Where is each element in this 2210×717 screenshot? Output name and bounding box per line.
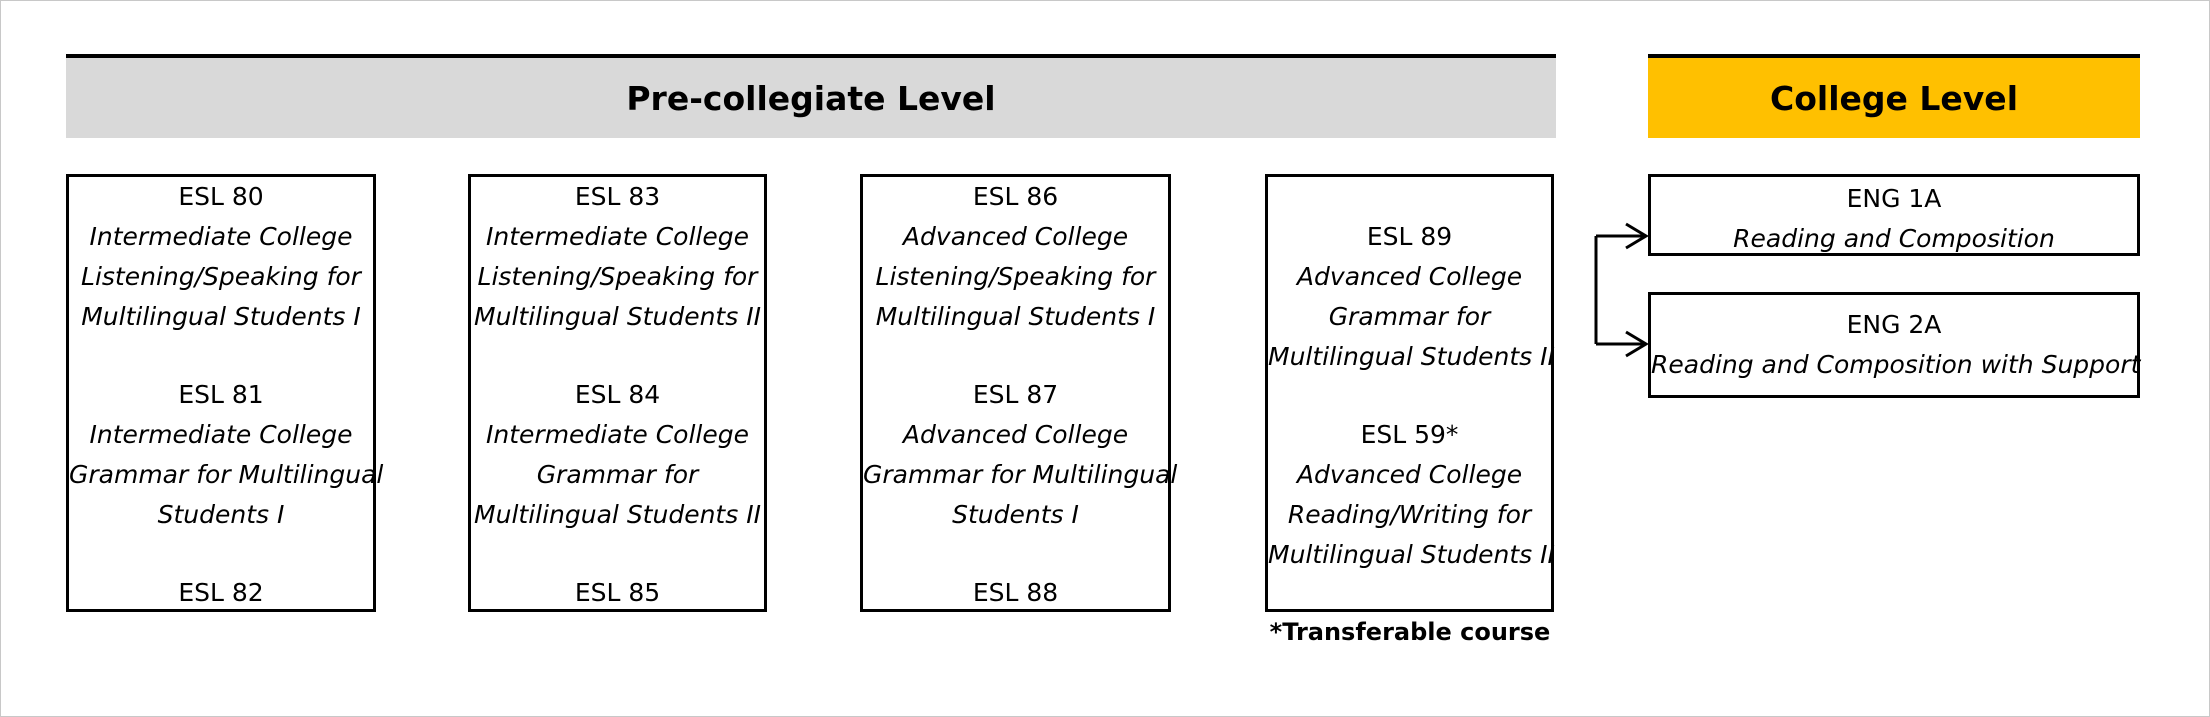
course-title-line: Advanced College [902,420,1129,449]
course-title-line: Multilingual Students II [1268,540,1555,569]
course-code: ESL 81 [178,380,264,409]
course-title-line: Students I [952,500,1079,529]
course-title-line: Grammar for Multilingual [69,460,384,489]
course-code: ESL 88 [972,578,1059,607]
course-title-line: Intermediate College [486,420,749,449]
course-title-line: Listening/Speaking for [875,262,1156,291]
course-code: ESL 89 [1366,222,1453,251]
course-title-line: Advanced College [902,222,1129,251]
course-title-line: Intermediate College [89,420,353,449]
pre-collegiate-title: Pre-collegiate Level [626,78,996,118]
course-title-line: Intermediate College [486,222,749,251]
course-title-line: Listening/Speaking for [81,262,361,291]
course-code: ESL 86 [972,182,1059,211]
course-title-line: Multilingual Students I [875,302,1156,331]
course-title-line: Students I [157,500,285,529]
college-title: College Level [1770,78,2018,118]
course-title-line: Grammar for [536,460,699,489]
course-code: ESL 83 [574,182,661,211]
course-code: ESL 84 [574,380,661,409]
course-title-line: Intermediate College [89,222,353,251]
course-code: ESL 80 [178,182,264,211]
course-title-line: Reading and Composition with Support [1651,350,2141,379]
course-code: ESL 59* [1360,420,1459,449]
course-title-line: Advanced College [1296,262,1523,291]
course-code: ESL 82 [178,578,264,607]
course-title-line: Grammar for [1328,302,1491,331]
course-code: ENG 1A [1846,184,1942,213]
course-title-line: Reading and Composition [1733,224,2055,253]
course-code: ESL 87 [972,380,1059,409]
course-title-line: Reading/Writing for [1287,500,1532,529]
course-title-line: Grammar for Multilingual [863,460,1178,489]
transferable-footnote: *Transferable course [1269,618,1551,646]
course-code: ESL 85 [574,578,661,607]
course-title-line: Multilingual Students II [1268,342,1555,371]
course-title-line: Multilingual Students II [474,500,761,529]
course-title-line: Advanced College [1296,460,1523,489]
course-title-line: Listening/Speaking for [477,262,758,291]
course-code: ENG 2A [1846,310,1942,339]
course-title-line: Multilingual Students II [474,302,761,331]
course-title-line: Multilingual Students I [81,302,361,331]
